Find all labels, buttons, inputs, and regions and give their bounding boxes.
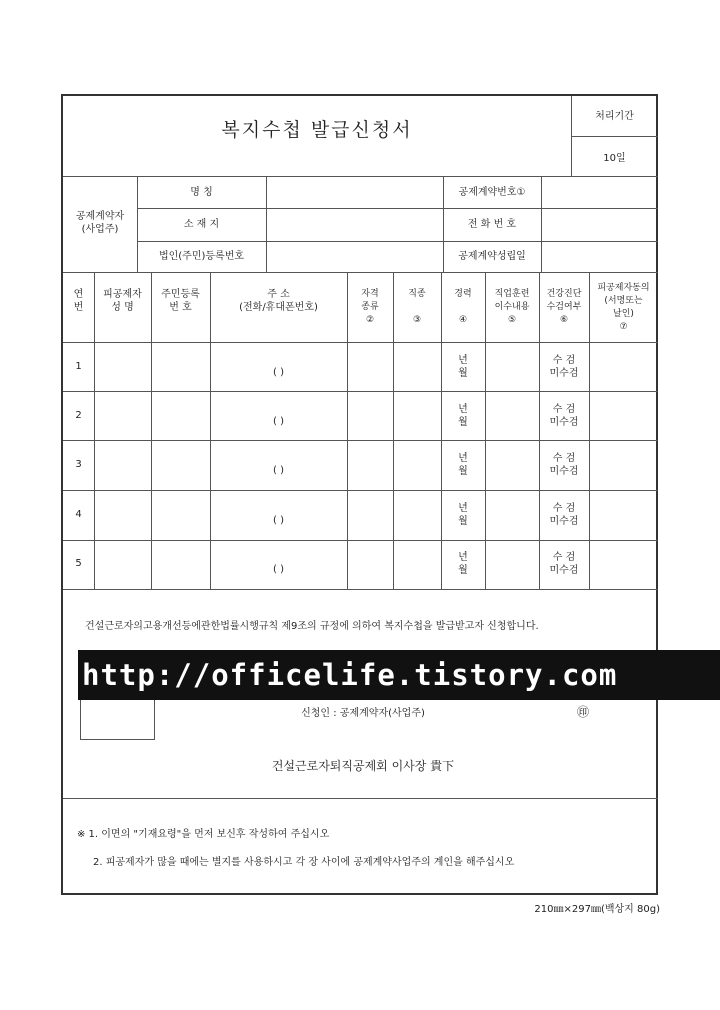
career-cell[interactable]: 년 월 [458, 355, 468, 379]
col-no: 연 번 [73, 289, 84, 313]
row-number: 1 [75, 361, 82, 372]
col-health: 건강진단 수검여부 ⑥ [546, 289, 582, 325]
applicant-group-label: 공제계약자 (사업주) [75, 211, 125, 235]
contract-number-label: 공제계약번호① [458, 187, 526, 198]
form-title: 복지수첩 발급신청서 [221, 119, 413, 141]
paper-spec: 210㎜×297㎜(백상지 80g) [534, 904, 660, 915]
location-label: 소 재 지 [183, 219, 220, 230]
divider [63, 440, 658, 441]
address-cell[interactable]: ( ) [273, 465, 284, 476]
col-worker-name: 피공제자 성 명 [103, 289, 142, 313]
applicant-signature-label: 신청인 : 공제계약자(사업주) [301, 708, 425, 719]
divider [151, 272, 152, 589]
divider [63, 490, 658, 491]
col-rrn: 주민등록 번 호 [161, 289, 200, 313]
note-1: ※ 1. 이면의 "기재요령"을 먼저 보신후 작성하여 주십시오 [77, 829, 330, 840]
processing-period-value: 10일 [603, 153, 626, 164]
registration-number-label: 법인(주민)등록번호 [158, 251, 245, 262]
divider [63, 342, 658, 343]
phone-label: 전 화 번 호 [467, 219, 517, 230]
contract-date-field[interactable] [542, 242, 658, 272]
col-address: 주 소 (전화/휴대폰번호) [239, 289, 318, 313]
health-cell[interactable]: 수 검 미수검 [549, 453, 579, 477]
col-career: 경력 ④ [454, 289, 472, 325]
career-cell[interactable]: 년 월 [458, 453, 468, 477]
address-cell[interactable]: ( ) [273, 515, 284, 526]
addressee: 건설근로자퇴직공제회 이사장 貴下 [271, 759, 455, 773]
location-field[interactable] [267, 209, 442, 241]
address-cell[interactable]: ( ) [273, 564, 284, 575]
application-form [61, 94, 658, 895]
col-consent: 피공제자동의 (서명또는 날인) ⑦ [597, 283, 650, 332]
phone-field[interactable] [542, 209, 658, 241]
career-cell[interactable]: 년 월 [458, 503, 468, 527]
name-label: 명 칭 [190, 187, 213, 198]
divider [63, 798, 658, 799]
registration-number-field[interactable] [267, 242, 442, 272]
health-cell[interactable]: 수 검 미수검 [549, 404, 579, 428]
row-number: 2 [75, 410, 82, 421]
address-cell[interactable]: ( ) [273, 367, 284, 378]
divider [210, 272, 211, 589]
divider [94, 272, 95, 589]
row-number: 5 [75, 558, 82, 569]
divider [571, 136, 658, 137]
contract-date-label: 공제계약성립일 [458, 251, 526, 262]
address-cell[interactable]: ( ) [273, 416, 284, 427]
divider [63, 391, 658, 392]
health-cell[interactable]: 수 검 미수검 [549, 355, 579, 379]
contract-number-field[interactable] [542, 177, 658, 208]
seal-mark: ㊞ [576, 705, 589, 719]
col-job: 직종 ③ [408, 289, 426, 325]
career-cell[interactable]: 년 월 [458, 404, 468, 428]
health-cell[interactable]: 수 검 미수검 [549, 503, 579, 527]
name-field[interactable] [267, 177, 442, 208]
career-cell[interactable]: 년 월 [458, 552, 468, 576]
note-2: 2. 피공제자가 많을 때에는 별지를 사용하시고 각 장 사이에 공제계약사업주의 계인을 해주십시오 [93, 857, 515, 868]
divider [63, 272, 658, 273]
declaration-text: 건설근로자의고용개선등에관한법률시행규칙 제9조의 규정에 의하여 복지수첩을 발급받고자 신청합니다. [85, 621, 539, 632]
row-number: 3 [75, 459, 82, 470]
processing-period-label: 처리기간 [595, 111, 634, 122]
watermark-banner: http://officelife.tistory.com [78, 650, 720, 700]
health-cell[interactable]: 수 검 미수검 [549, 552, 579, 576]
divider [63, 589, 658, 590]
col-training: 직업훈련 이수내용 ⑤ [494, 289, 530, 325]
divider [63, 540, 658, 541]
row-number: 4 [75, 509, 82, 520]
col-license: 자격 종류 ② [361, 289, 379, 325]
